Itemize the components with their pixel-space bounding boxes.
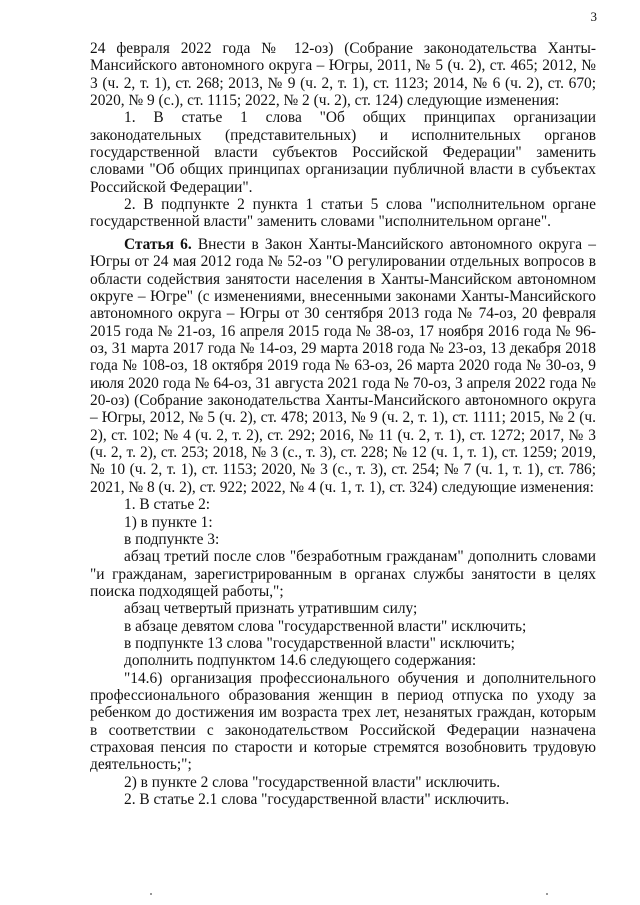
- amendment-sources-paragraph: 24 февраля 2022 года № 12-оз) (Собрание законодательства Ханты-Мансийского автономного округа – Югры, 2011, № 5 (ч. 2), ст. 465; 2012, № 3 (ч. 2, т. 1), ст. 268; 2013, № 9 (ч. 2, т. 1), ст. 1123; 2014, № 6 (ч. 2), ст. 670; 2020, № 9 (с.), ст. 1115; 2022, № 2 (ч. 2), ст. 124) следующие изменения:: [90, 40, 596, 110]
- amendment-item: 2) в пункте 2 слова "государственной власти" исключить.: [124, 773, 501, 791]
- page-number: 3: [590, 9, 597, 24]
- amendment-item: 1. В статье 2:: [124, 496, 211, 514]
- amendment-item: "14.6) организация профессионального обучения и дополнительного профессионального образования женщин в период отпуска по уходу за ребенком до достижения им возраста трех лет, незанятых граждан, которым в соответствии с законодательством Российской Федерации назначена страховая пенсия по старости и которые стремятся возобновить трудовую деятельность;";: [90, 669, 596, 774]
- change-item-2: 2. В подпункте 2 пункта 1 статьи 5 слова "исполнительном органе государственной власти" заменить словами "исполнительном органе".: [90, 196, 596, 231]
- scan-speck: [546, 893, 548, 895]
- amendment-item: в подпункте 13 слова "государственной власти" исключить;: [124, 634, 515, 652]
- article-6-intro-paragraph: [90, 236, 596, 496]
- amendment-item: абзац третий после слов "безработным гражданам" дополнить словами "и гражданам, зарегистрированным в органах службы занятости в целях поиска подходящей работы,";: [90, 548, 596, 600]
- previous-article-continuation: [90, 40, 596, 231]
- amendment-item: в подпункте 3:: [124, 530, 220, 548]
- amendment-item: абзац четвертый признать утратившим силу;: [124, 600, 418, 618]
- article-6-section: [90, 236, 596, 808]
- amendment-item: дополнить подпунктом 14.6 следующего содержания:: [124, 652, 477, 670]
- amendment-item: 1) в пункте 1:: [124, 513, 213, 531]
- article-6-intro-text: Внести в Закон Ханты-Мансийского автономного округа – Югры от 24 мая 2012 года № 52-оз "О регулировании отдельных вопросов в области содействия занятости населения в Ханты-Мансийском автономном округе – Югре" (с изменениями, внесенными законами Ханты-Мансийского автономного округа – Югры от 30 сентября 2013 года № 74-оз, 20 февраля 2015 года № 21-оз, 16 апреля 2015 года № 38-оз, 17 ноября 2016 года № 96-оз, 31 марта 2017 года № 14-оз, 29 марта 2018 года № 23-оз, 13 декабря 2018 года № 108-оз, 18 октября 2019 года № 63-оз, 26 марта 2020 года № 30-оз, 9 июля 2020 года № 64-оз, 31 августа 2021 года № 70-оз, 3 апреля 2022 года № 20-оз) (Собрание законодательства Ханты-Мансийского автономного округа – Югры, 2012, № 5 (ч. 2), ст. 478; 2013, № 9 (ч. 2, т. 1), ст. 1111; 2015, № 2 (ч. 2), ст. 102; № 4 (ч. 2, т. 2), ст. 292; 2016, № 11 (ч. 2, т. 1), ст. 1272; 2017, № 3 (ч. 2, т. 2), ст. 253; 2018, № 3 (с., т. 3), ст. 228; № 12 (ч. 1, т. 1), ст. 1259; 2019, № 10 (ч. 2, т. 1), ст. 1153; 2020, № 3 (с., т. 3), ст. 254; № 7 (ч. 1, т. 1), ст. 786; 2021, № 8 (ч. 2), ст. 922; 2022, № 4 (ч. 1, т. 1), ст. 324) следующие изменения:: [90, 236, 596, 496]
- scan-speck: [150, 893, 152, 895]
- amendment-item: 2. В статье 2.1 слова "государственной власти" исключить.: [124, 791, 510, 808]
- article-6-heading: Статья 6.: [124, 236, 192, 253]
- amendment-item: в абзаце девятом слова "государственной власти" исключить;: [124, 617, 527, 635]
- change-item-1: 1. В статье 1 слова "Об общих принципах организации законодательных (представительных) и исполнительных органов государственной власти субъектов Российской Федерации" заменить словами "Об общих принципах организации публичной власти в субъектах Российской Федерации".: [90, 109, 596, 196]
